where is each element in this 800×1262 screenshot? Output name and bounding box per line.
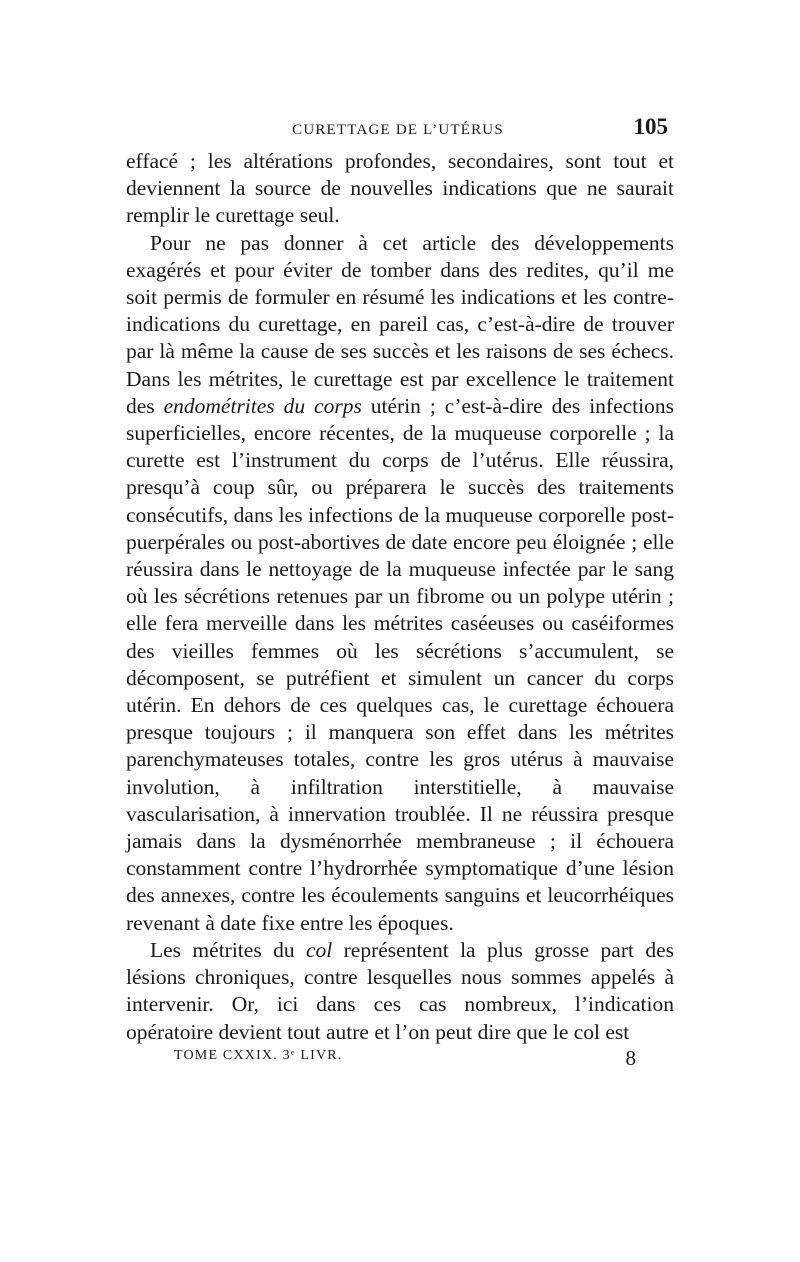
page-footer: [126, 1046, 670, 1076]
paragraph-1-text: effacé ; les altérations profondes, secondaires, sont tout et deviennent la source de nouvelles indications que ne saurait remplir le curettage seul.: [126, 149, 674, 228]
page-number: 105: [633, 114, 668, 139]
paragraph-3: [126, 937, 674, 1046]
running-title: CURETTAGE DE L’UTÉRUS: [292, 122, 504, 138]
body-text: [126, 148, 674, 1046]
paragraph-3-text-a: Les métrites du: [150, 937, 306, 962]
paragraph-3-text-b: représentent la plus grosse part des lésions chroniques, contre lesquelles nous sommes appelés à intervenir. Or, ici dans ces cas nombreux, l’indication opératoire devient tout autre et l’on peut dire que le col est: [126, 937, 674, 1044]
paragraph-1: [126, 148, 674, 230]
paragraph-2: [126, 230, 674, 937]
signature-mark: TOME CXXIX. 3ᵉ LIVR.: [174, 1048, 343, 1063]
paragraph-2-text-b: utérin ; c’est-à-dire des infections superficielles, encore récentes, de la muqueuse corporelle ; la curette est l’instrument du corps de l’utérus. Elle réussira, presqu’à coup sûr, ou préparera le succès des traitements consécutifs, dans les infections de la muqueuse corporelle post-puerpérales ou post-abortives de date encore peu éloignée ; elle réussira dans le nettoyage de la muqueuse infectée par le sang où les sécrétions retenues par un fibrome ou un polype utérin ; elle fera merveille dans les métrites caséeuses ou caséiformes des vieilles femmes où les sécrétions s’accumulent, se décomposent, se putréfient et simulent un cancer du corps utérin. En dehors de ces quelques cas, le curettage échouera presque toujours ; il manquera son effet dans les métrites parenchymateuses totales, contre les gros utérus à mauvaise involution, à infiltration interstitielle, à mauvaise vascularisation, à innervation troublée. Il ne réussira presque jamais dans la dysménorrhée membraneuse ; il échouera constamment contre l’hydrorrhée symptomatique d’une lésion des annexes, contre les écoulements sanguins et leucorrhéiques revenant à date fixe entre les époques.: [126, 393, 674, 935]
paragraph-2-text-a: Pour ne pas donner à cet article des développements exagérés et pour éviter de tomber dans des redites, qu’il me soit permis de formuler en résumé les indications et les contre-indications du curettage, en pareil cas, c’est-à-dire de trouver par là même la cause de ses succès et les raisons de ses échecs. Dans les métrites, le curettage est par excellence le traitement des: [126, 230, 674, 418]
paragraph-3-italic-term: col: [305, 937, 333, 962]
sheet-number: 8: [625, 1046, 636, 1070]
running-head: [126, 110, 670, 144]
paragraph-2-italic-term: endométrites du corps: [163, 393, 362, 418]
